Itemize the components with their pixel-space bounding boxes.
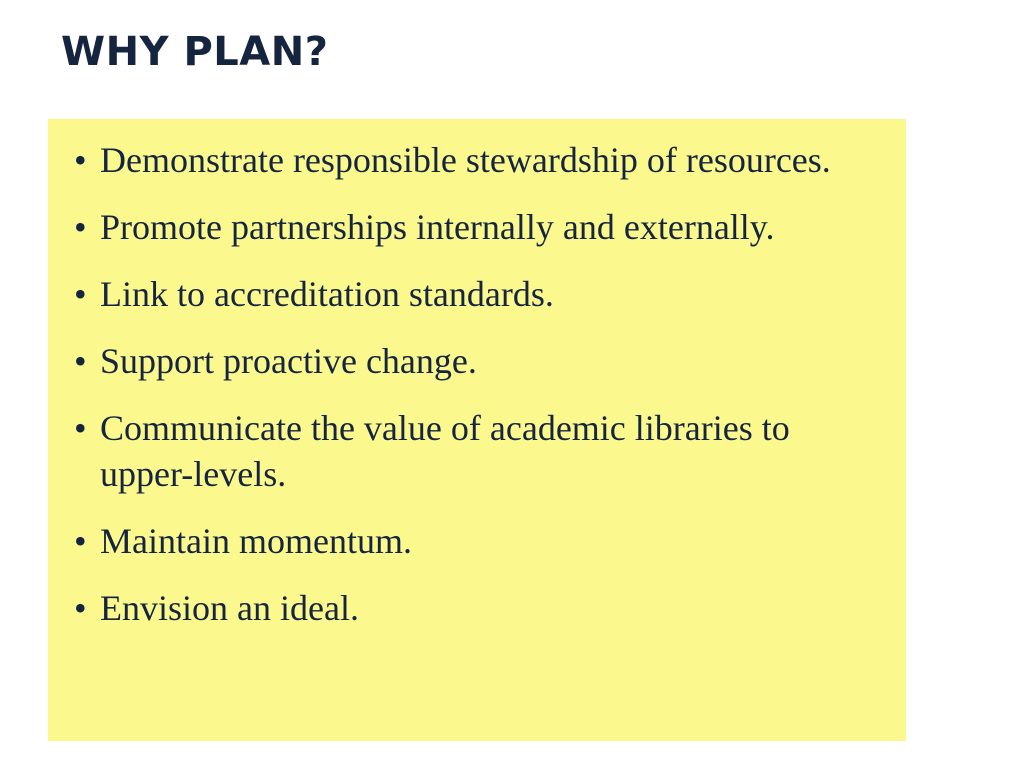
list-item <box>62 204 882 250</box>
bullet-point-icon: • <box>74 588 87 628</box>
list-item-text: Maintain momentum. <box>100 521 412 561</box>
list-item-text: Demonstrate responsible stewardship of resources. <box>100 140 831 180</box>
bullet-point-icon: • <box>74 140 87 180</box>
list-item-text: Link to accreditation standards. <box>100 274 554 314</box>
list-item-text: Support proactive change. <box>100 341 477 381</box>
page-title: WHY PLAN? <box>61 29 329 75</box>
bullet-list <box>62 137 882 631</box>
list-item <box>62 585 882 631</box>
list-item <box>62 405 882 497</box>
bullet-point-icon: • <box>74 341 87 381</box>
list-item <box>62 271 882 317</box>
bullet-point-icon: • <box>74 207 87 247</box>
list-item <box>62 518 882 564</box>
bullet-point-icon: • <box>74 408 87 448</box>
bullet-point-icon: • <box>74 521 87 561</box>
list-item <box>62 338 882 384</box>
bullet-point-icon: • <box>74 274 87 314</box>
list-item <box>62 137 882 183</box>
content-panel <box>48 119 906 741</box>
list-item-text: Promote partnerships internally and externally. <box>100 207 775 247</box>
list-item-text: Communicate the value of academic libraries to upper-levels. <box>100 408 790 494</box>
list-item-text: Envision an ideal. <box>100 588 359 628</box>
